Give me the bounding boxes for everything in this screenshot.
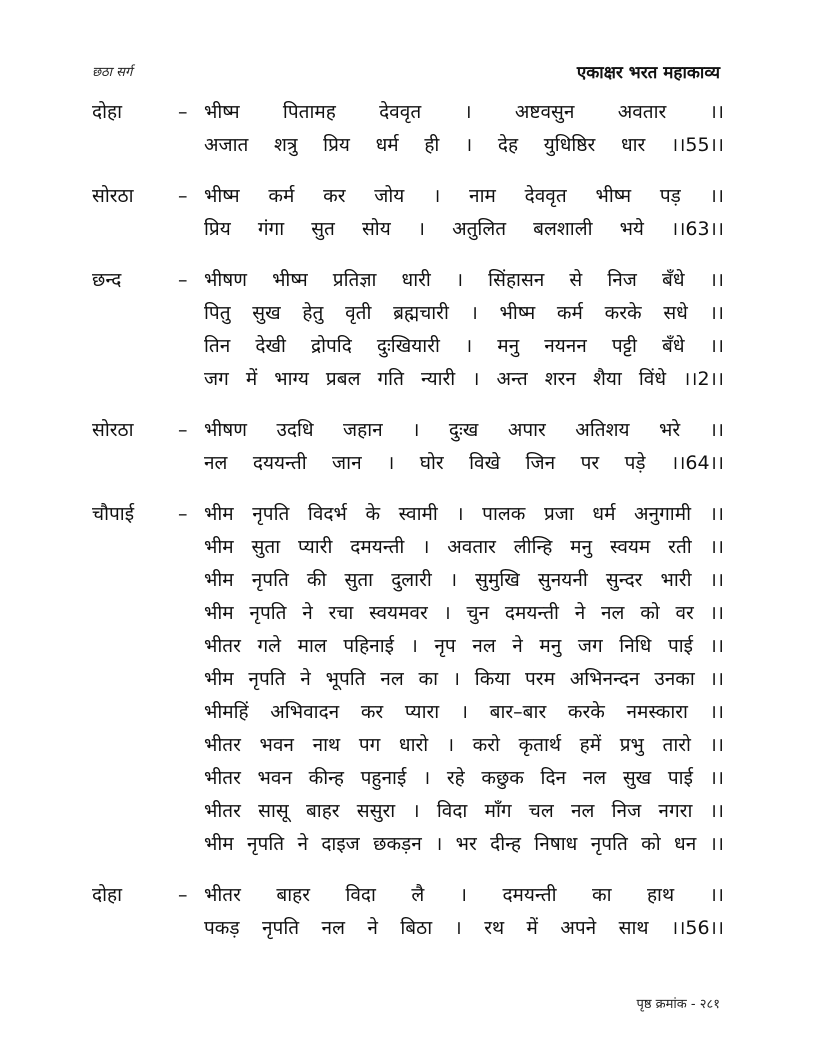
- stanza-type-label: छन्द: [92, 269, 122, 291]
- verse-line: भीम नृपति की सुता दुलारी । सुमुखि सुनयनी सुन्दर भारी ।।: [204, 569, 724, 591]
- stanza-lines: [204, 180, 724, 246]
- stanza-type-label: दोहा: [92, 101, 123, 123]
- stanza: [92, 96, 724, 162]
- verse-line: भीषण भीष्म प्रतिज्ञा धारी । सिंहासन से निज बँधे ।।: [204, 269, 724, 291]
- verse-line: पकड़ नृपति नल ने बिठा । रथ में अपने साथ ।।56।।: [204, 917, 724, 939]
- stanza-type-label: सोरठा: [92, 185, 134, 207]
- verse-line: भीष्म पितामह देववृत । अष्टवसुन अवतार ।।: [204, 101, 724, 123]
- verse-line: भीषण उदधि जहान । दुःख अपार अतिशय भरे ।।: [204, 419, 724, 441]
- stanza-lines: [204, 879, 724, 945]
- stanza-type-label: सोरठा: [92, 419, 134, 441]
- separator-dash: –: [178, 101, 188, 123]
- verse-line: भीम नृपति ने भूपति नल का । किया परम अभिनन्दन उनका ।।: [204, 668, 724, 690]
- stanza-lines: [204, 96, 724, 162]
- verse-line: पितु सुख हेतु वृती ब्रह्मचारी । भीष्म कर्म करके सधे ।।: [204, 302, 724, 324]
- separator-dash: –: [178, 185, 188, 207]
- verse-line: भीष्म कर्म कर जोय । नाम देववृत भीष्म पड़ ।।: [204, 185, 724, 207]
- stanza: [92, 879, 724, 945]
- verse-line: तिन देखी द्रोपदि दुःखियारी । मनु नयनन पट्टी बँधे ।।: [204, 335, 724, 357]
- stanza: [92, 264, 724, 396]
- verse-line: भीम नृपति ने रचा स्वयमवर । चुन दमयन्ती ने नल को वर ।।: [204, 602, 724, 624]
- stanza: [92, 414, 724, 480]
- stanza-lines: [204, 264, 724, 396]
- separator-dash: –: [178, 419, 188, 441]
- stanza-lines: [204, 414, 724, 480]
- stanza-type-label: चौपाई: [92, 503, 135, 525]
- page-number: पृष्ठ क्रमांक - २८१: [636, 997, 720, 1012]
- stanza: [92, 498, 724, 861]
- verse-line: जग में भाग्य प्रबल गति न्यारी । अन्त शरन शैया विंधे ।।2।।: [204, 368, 724, 390]
- stanza-type-label: दोहा: [92, 884, 123, 906]
- verse-line: भीतर भवन नाथ पग धारो । करो कृतार्थ हमें प्रभु तारो ।।: [204, 734, 724, 756]
- separator-dash: –: [178, 884, 188, 906]
- verse-line: भीमहिं अभिवादन कर प्यारा । बार–बार करके नमस्कारा ।।: [204, 701, 724, 723]
- verse-line: भीतर सासू बाहर ससुरा । विदा माँग चल नल निज नगरा ।।: [204, 800, 724, 822]
- verse-line: भीतर भवन कीन्ह पहुनाई । रहे कछुक दिन नल सुख पाई ।।: [204, 767, 724, 789]
- verse-line: भीतर गले माल पहिनाई । नृप नल ने मनु जग निधि पाई ।।: [204, 635, 724, 657]
- separator-dash: –: [178, 269, 188, 291]
- separator-dash: –: [178, 503, 188, 525]
- verse-line: अजात शत्रु प्रिय धर्म ही । देह युधिष्ठिर धार ।।55।।: [204, 134, 724, 156]
- verse-line: भीम सुता प्यारी दमयन्ती । अवतार लीन्हि मनु स्वयम रती ।।: [204, 536, 724, 558]
- verse-line: भीम नृपति ने दाइज छकड़न । भर दीन्ह निषाध नृपति को धन ।।: [204, 833, 724, 855]
- poem-body: [92, 96, 724, 963]
- verse-line: भीम नृपति विदर्भ के स्वामी । पालक प्रजा धर्म अनुगामी ।।: [204, 503, 724, 525]
- verse-line: भीतर बाहर विदा लै । दमयन्ती का हाथ ।।: [204, 884, 724, 906]
- verse-line: प्रिय गंगा सुत सोय । अतुलित बलशाली भये ।।63।।: [204, 218, 724, 240]
- chapter-header: छठा सर्ग: [92, 65, 133, 80]
- verse-line: नल दययन्ती जान । घोर विखे जिन पर पड़े ।।64।।: [204, 452, 724, 474]
- book-title-header: एकाक्षर भरत महाकाव्य: [576, 63, 720, 83]
- stanza-lines: [204, 498, 724, 861]
- stanza: [92, 180, 724, 246]
